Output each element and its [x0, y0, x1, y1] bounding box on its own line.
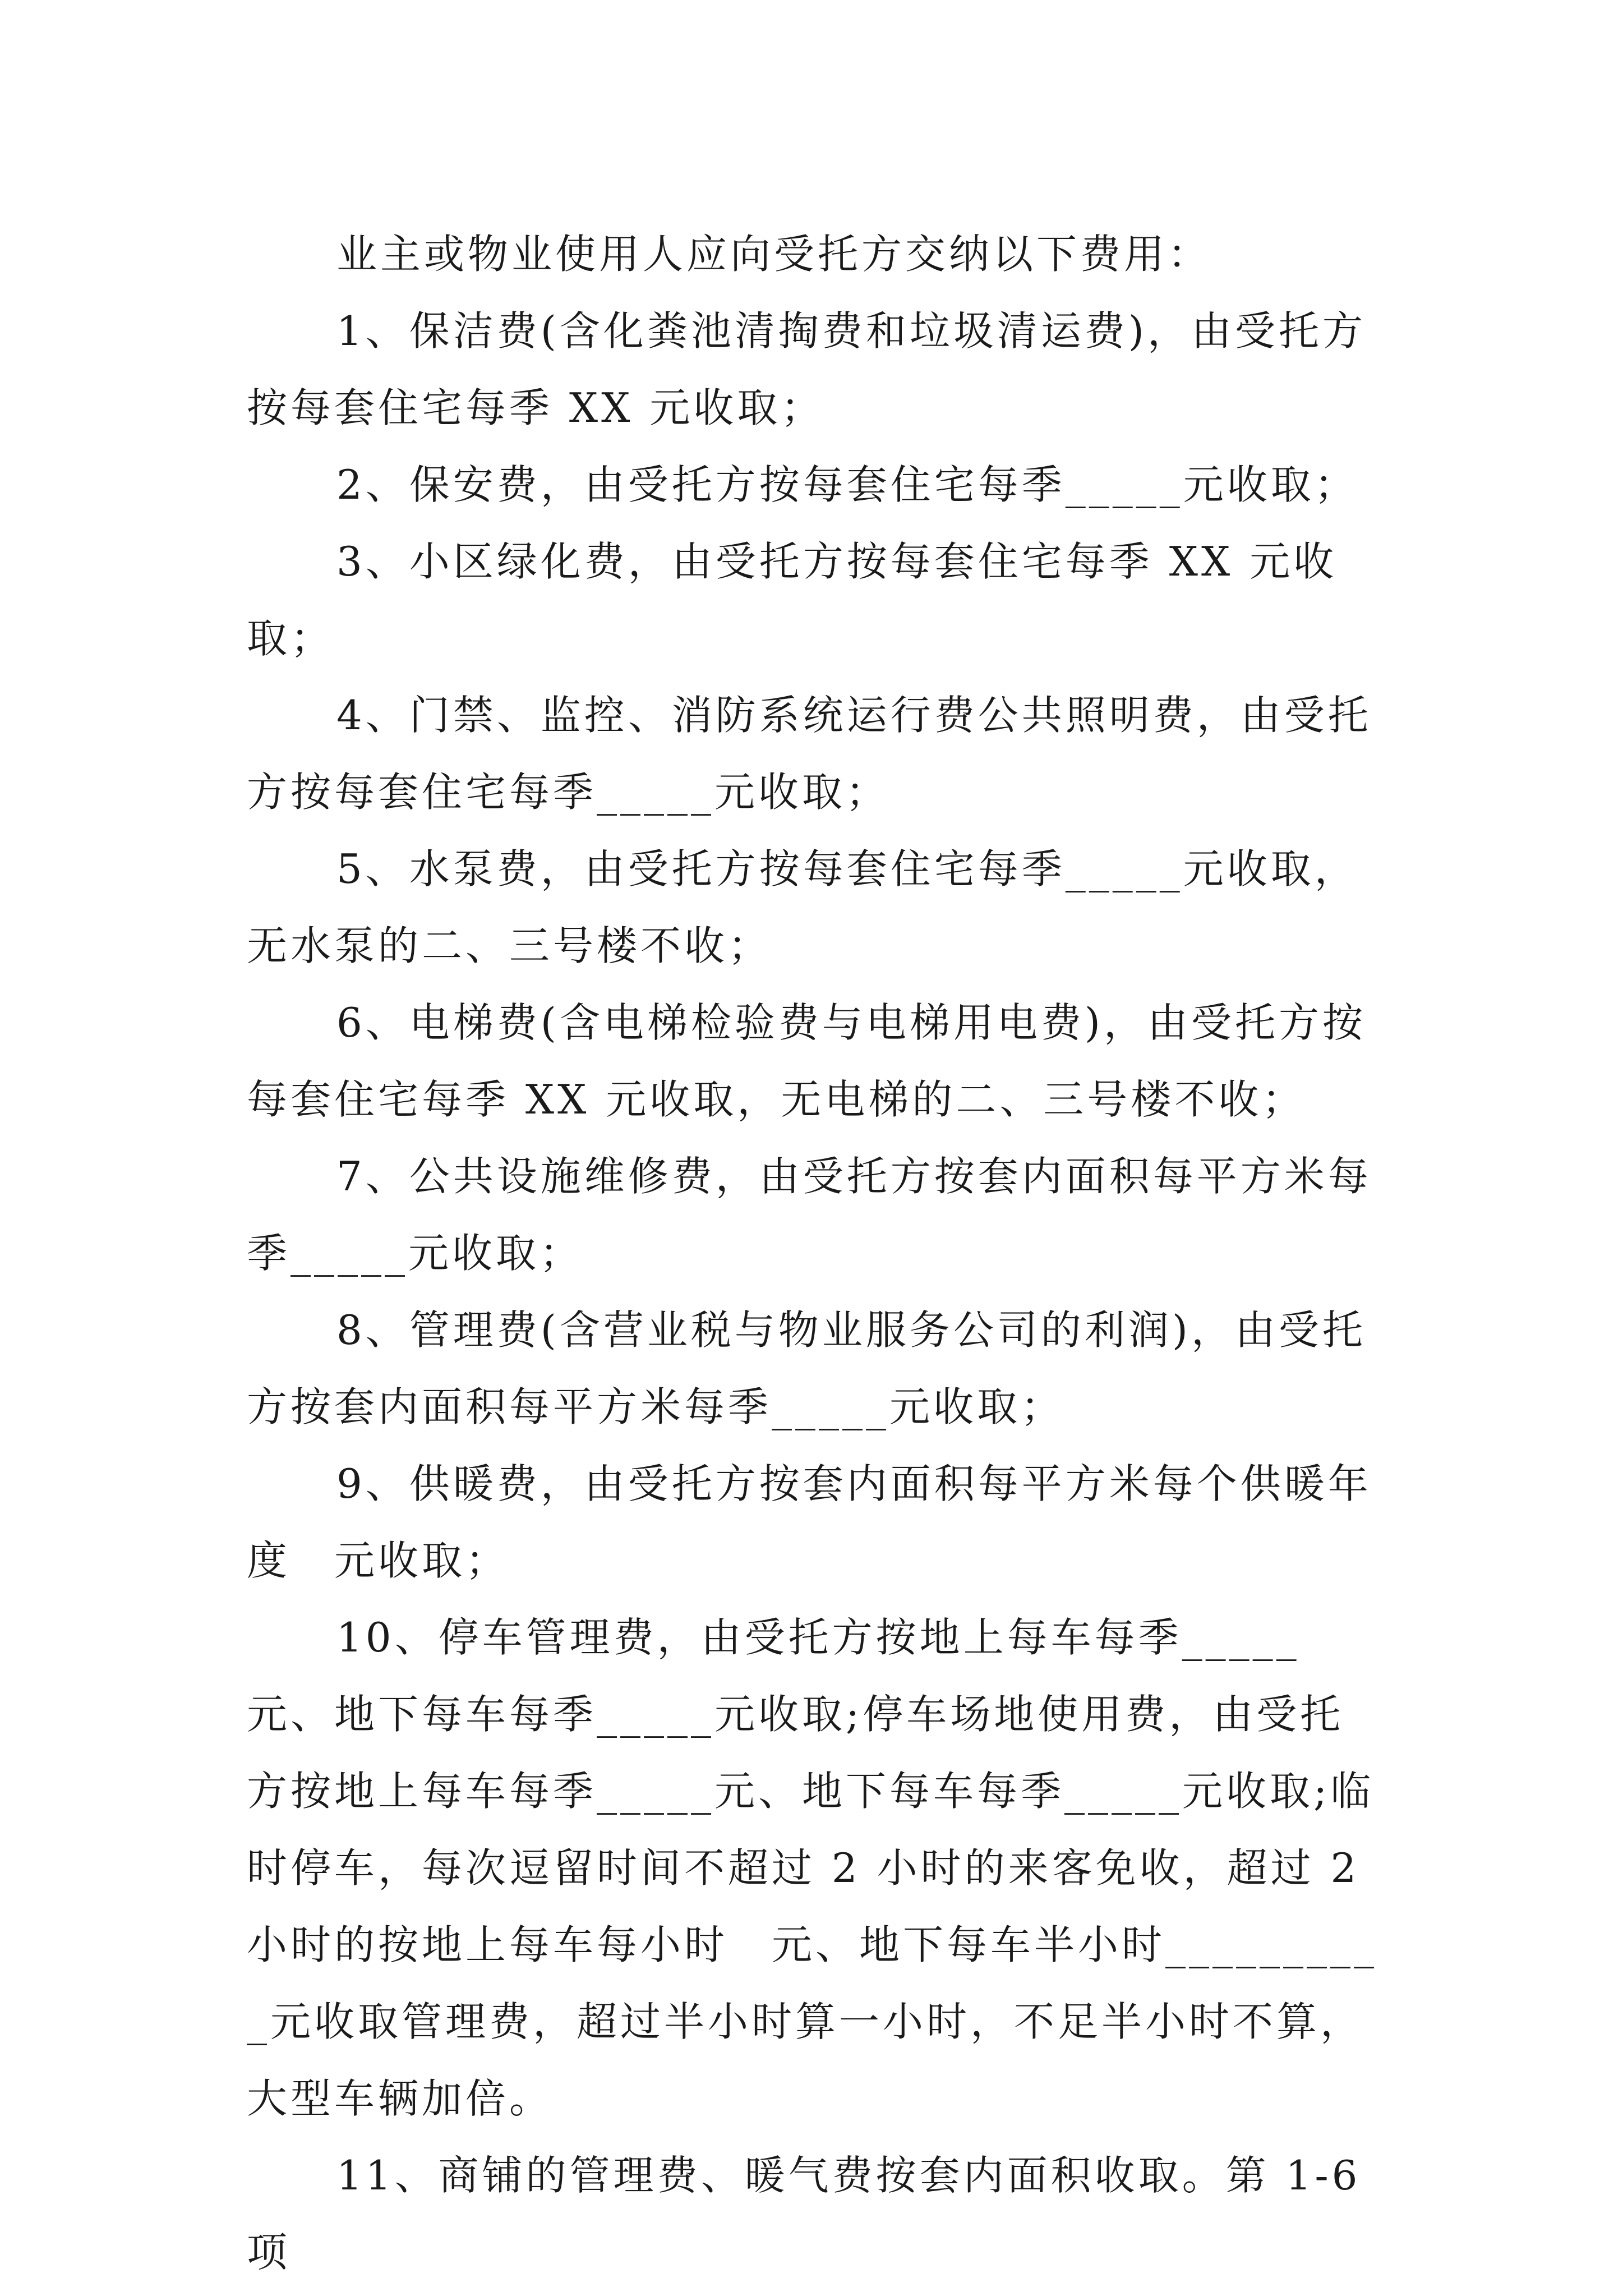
document-body: [247, 216, 1385, 2291]
fee-item-7: 7、公共设施维修费，由受托方按套内面积每平方米每季_____元收取；: [247, 1153, 1372, 1277]
fee-item-10: 10、停车管理费，由受托方按地上每车每季_____元、地下每车每季_____元收取;停车场地使用费，由受托方按地上每车每季_____元、地下每车每季_____元收取;临时停车，每次逗留时间不超过 2 小时的来客免收，超过 2 小时的按地上每车每小时 元、地下每车半小时__________元收取管理费，超过半小时算一小时，不足半小时不算，大型车辆加倍。: [247, 1614, 1378, 2122]
fee-item-2: 2、保安费，由受托方按每套住宅每季_____元收取；: [336, 461, 1358, 508]
fee-item-9: 9、供暖费，由受托方按套内面积每平方米每个供暖年度 元收取；: [247, 1460, 1372, 1584]
intro-paragraph: 业主或物业使用人应向受托方交纳以下费用：: [336, 231, 1212, 278]
fee-item-4: 4、门禁、监控、消防系统运行费公共照明费，由受托方按每套住宅每季_____元收取；: [247, 692, 1372, 816]
fee-item-5: 5、水泵费，由受托方按每套住宅每季_____元收取，无水泵的二、三号楼不收；: [247, 845, 1358, 969]
fee-item-11: 11、商铺的管理费、暖气费按套内面积收取。第 1-6 项: [247, 2152, 1377, 2276]
fee-item-1: 1、保洁费(含化粪池清掏费和垃圾清运费)，由受托方按每套住宅每季 XX 元收取；: [247, 307, 1366, 431]
fee-item-8: 8、管理费(含营业税与物业服务公司的利润)，由受托方按套内面积每平方米每季_____元收取；: [247, 1306, 1366, 1430]
fee-item-6: 6、电梯费(含电梯检验费与电梯用电费)，由受托方按每套住宅每季 XX 元收取，无电梯的二、三号楼不收；: [247, 999, 1366, 1123]
fee-item-3: 3、小区绿化费，由受托方按每套住宅每季 XX 元收取；: [247, 538, 1338, 662]
